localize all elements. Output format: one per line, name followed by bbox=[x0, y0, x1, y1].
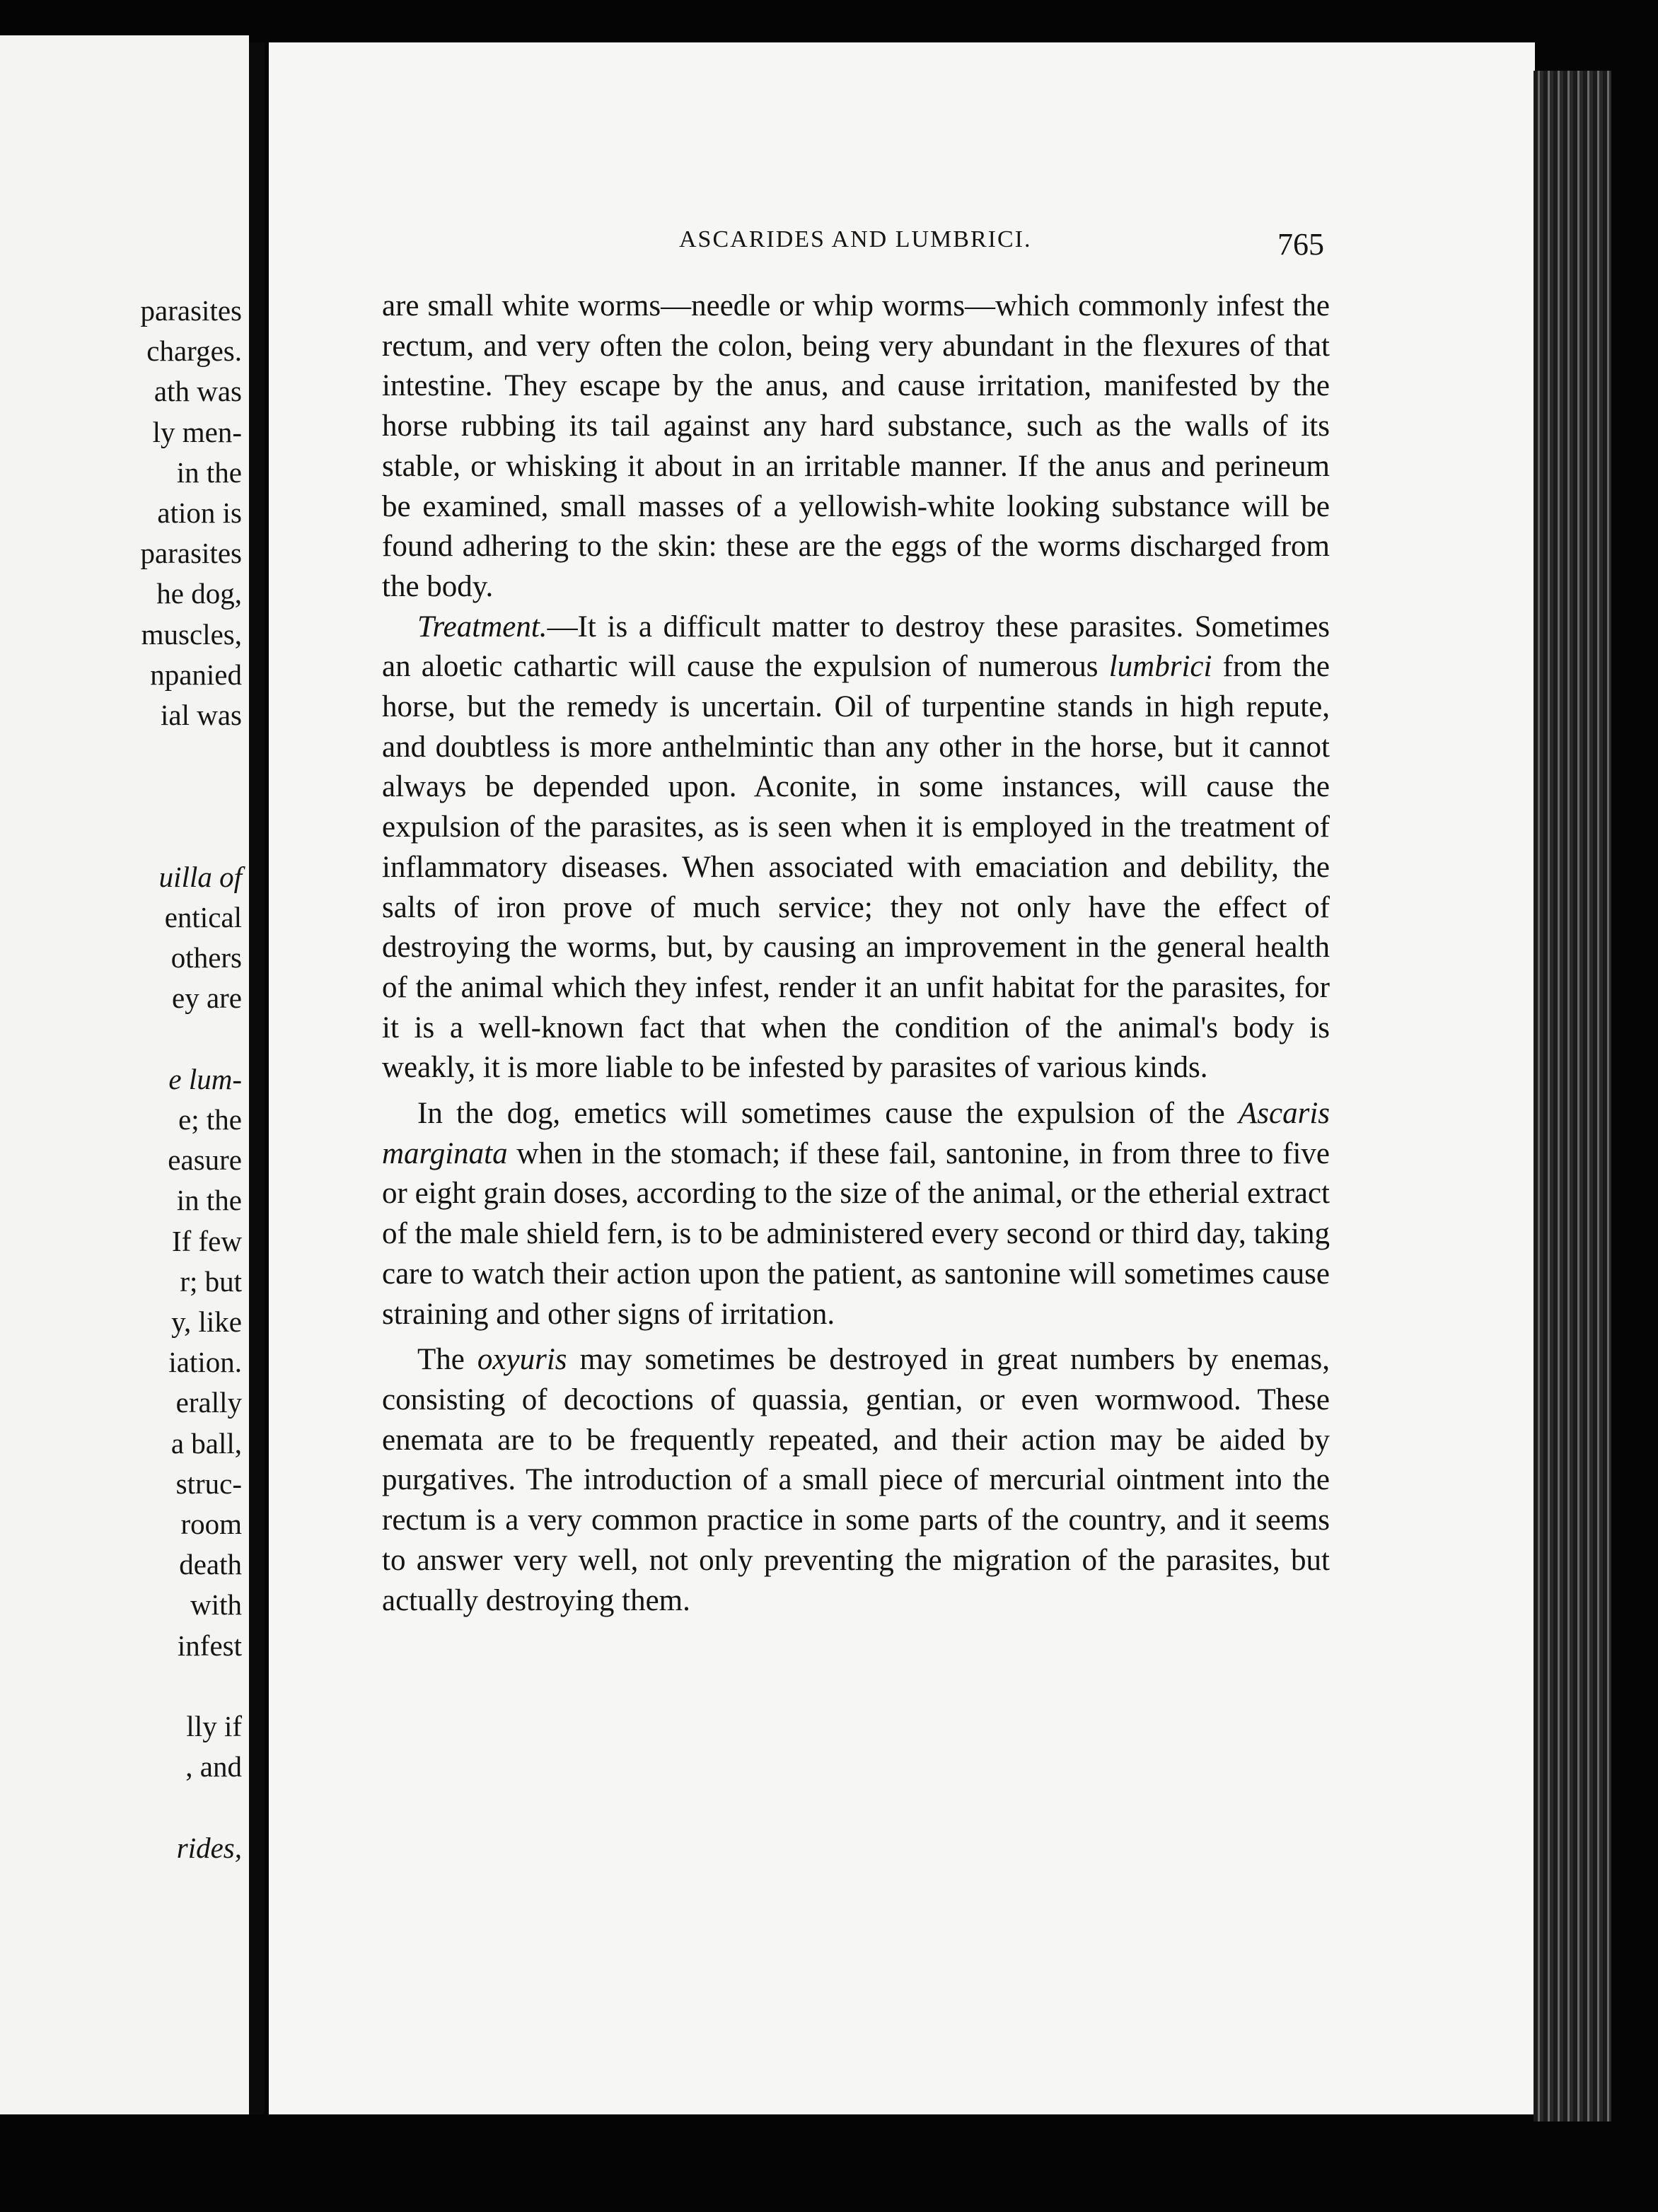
left-page-fragment: charges. bbox=[146, 334, 242, 368]
left-page-fragment: iation. bbox=[168, 1346, 242, 1379]
left-page-fragment: in the bbox=[176, 1184, 242, 1217]
lumbrici-term: lumbrici bbox=[1108, 650, 1212, 684]
left-page-fragment: in the bbox=[176, 455, 242, 489]
paragraph-treatment bbox=[382, 607, 1330, 1088]
left-page-fragment: he dog, bbox=[156, 577, 242, 610]
paragraph-oxyuris bbox=[382, 1340, 1330, 1621]
page-edges bbox=[1534, 71, 1611, 2121]
left-page-fragment: rides, bbox=[176, 1831, 242, 1864]
left-page-fragment: parasites bbox=[140, 537, 242, 570]
paragraph-3-part-b: when in the stomach; if these fail, santonine, in from three to five or eight grain doses, according to the size of the animal, or the etherial extract of the male shield fern, is to be administered every second or third day, taking care to watch their action upon the patient, as santonine will sometimes cause straining and other signs of irritation. bbox=[382, 1136, 1330, 1331]
left-page-fragment: npanied bbox=[150, 658, 242, 691]
left-page-fragment: r; but bbox=[180, 1264, 242, 1298]
left-page-fragment: ey are bbox=[172, 982, 242, 1015]
paragraph-4-part-b: may sometimes be destroyed in great numbers by enemas, consisting of decoctions of quassia, gentian, or even wormwood. These enemata are to be frequently repeated, and their action may be aided by purgatives. The introduction of a small piece of mercurial ointment into the rectum is a very common practice in some parts of the country, and it seems to answer very well, not only preventing the migration of the parasites, but actually destroying them. bbox=[382, 1343, 1330, 1617]
left-page-fragment: ation is bbox=[157, 496, 242, 529]
left-page-fragment: e; the bbox=[178, 1103, 242, 1136]
left-page-fragment: uilla of bbox=[158, 860, 242, 893]
left-page-fragment: death bbox=[179, 1548, 242, 1581]
paragraph-3-part-a: In the dog, emetics will sometimes cause the expulsion of the bbox=[417, 1097, 1239, 1131]
left-page-fragment: erally bbox=[175, 1386, 242, 1419]
page-number: 765 bbox=[1277, 227, 1324, 262]
left-page-fragment: easure bbox=[168, 1143, 242, 1177]
running-head: ASCARIDES AND LUMBRICI. bbox=[679, 226, 1032, 252]
left-page-fragment: lly if bbox=[186, 1710, 242, 1742]
left-page-fragment: a ball, bbox=[170, 1426, 242, 1460]
left-page-fragment: with bbox=[190, 1588, 242, 1622]
body-text bbox=[382, 286, 1330, 1621]
left-page-fragment: e lum- bbox=[168, 1062, 242, 1095]
left-page-fragment: ath was bbox=[153, 375, 242, 408]
paragraph-4-part-a: The bbox=[417, 1343, 477, 1377]
ascaris-term: Ascaris marginata bbox=[382, 1097, 1330, 1170]
left-page-fragment: , and bbox=[185, 1750, 242, 1783]
left-page-fragment: infest bbox=[177, 1629, 242, 1662]
left-page-fragment: ly men- bbox=[152, 415, 242, 448]
left-page bbox=[0, 35, 249, 2114]
left-page-fragment: ial was bbox=[161, 699, 242, 731]
left-page-fragment: y, like bbox=[171, 1305, 242, 1338]
left-page-fragment: struc- bbox=[175, 1467, 242, 1500]
paragraph-2-part-b: from the horse, but the remedy is uncertain. Oil of turpentine stands in high repute, and doubtless is more anthelmintic than any other in the horse, but it cannot always be depended upon. Aconite, in some instances, will cause the expulsion of the parasites, as is seen when it is employed in the treatment of inflammatory diseases. When associated with emaciation and debility, the salts of iron prove of much service; they not only have the effect of destroying the worms, but, by causing an improvement in the general health of the animal which they infest, render it an unfit habitat for the parasites, for it is a well-known fact that when the condition of the animal's body is weakly, it is more liable to be infested by parasites of various kinds. bbox=[382, 650, 1330, 1085]
treatment-label: Treatment. bbox=[417, 610, 547, 644]
paragraph-2-part-a: —It is a difficult matter to destroy these parasites. Sometimes an aloetic cathartic will cause the expulsion of numerous bbox=[382, 610, 1330, 684]
left-page-fragment: parasites bbox=[140, 294, 242, 327]
paragraph-dog bbox=[382, 1094, 1330, 1334]
gutter-shadow bbox=[249, 42, 265, 2114]
oxyuris-term: oxyuris bbox=[477, 1343, 567, 1377]
left-page-fragment: entical bbox=[164, 901, 242, 933]
left-page-fragment: room bbox=[180, 1508, 242, 1540]
left-page-fragment: others bbox=[170, 941, 242, 974]
left-page-fragment: If few bbox=[171, 1224, 242, 1257]
paragraph-1: are small white worms—needle or whip worms—which commonly infest the rectum, and very often the colon, being very abundant in the flexures of that intestine. They escape by the anus, and cause irritation, manifested by the horse rubbing its tail against any hard substance, such as the walls of its stable, or whisking it about in an irritable manner. If the anus and perineum be examined, small masses of a yellowish-white looking substance will be found adhering to the skin: these are the eggs of the worms discharged from the body. bbox=[382, 289, 1330, 603]
left-page-fragment: muscles, bbox=[141, 617, 242, 651]
